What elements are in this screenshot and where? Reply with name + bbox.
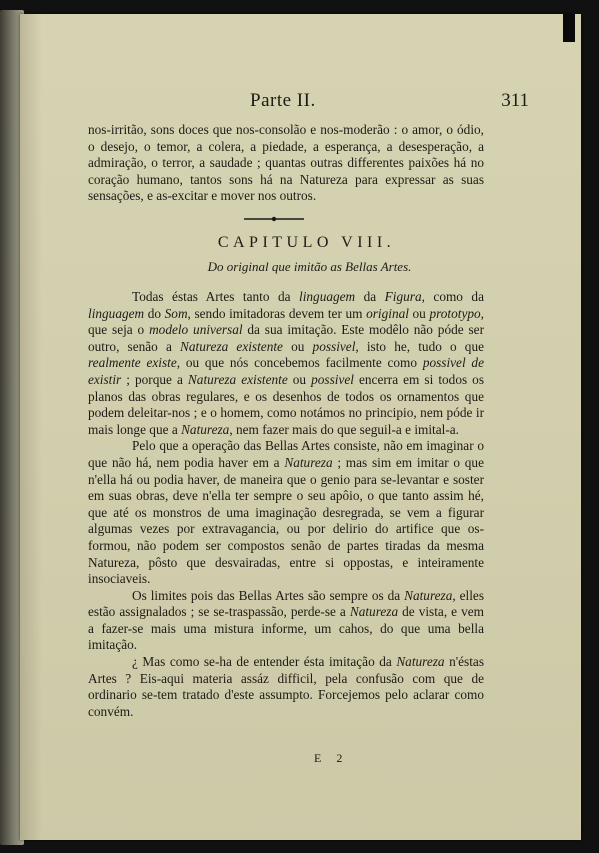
italic-term: original: [366, 305, 409, 321]
paragraph-text: ; mas sim em imitar o que n'ella há ou podia haver, de maneira que o genio para se-levantar e soster em suas obras, deve n'ella ter sempre o seu apôio, o que tanto assim hé, que até os monstros de uma imaginação desregrada, se vem a figurar algumas vezes por extravagancia, ou por delirio do artifice que os-formou, não podem ser compostos senão de partes tiradas da mesma Natureza, pôsto que desvairadas, entre si oppostas, e inteiramente insociaveis.: [88, 454, 484, 587]
paragraph-text: , sendo imitadoras devem ter um: [187, 305, 367, 321]
italic-term: linguagem: [88, 305, 145, 321]
italic-term: Natureza existente: [180, 338, 283, 354]
paragraph-text: ou: [287, 371, 312, 387]
italic-term: possivel de existir: [88, 355, 484, 387]
italic-term: Figura: [384, 289, 422, 304]
paragraph-text: Todas éstas Artes tanto da: [132, 289, 300, 304]
italic-term: Natureza: [284, 454, 333, 470]
running-head: Parte II.: [250, 90, 316, 111]
paragraph-text: encerra em si todos os planos das obras regulares, e os desenhos de todos os ornamentos que podem deleitar-nos ; e o homem, como notámos no principio, nem póde ir mais longe que a: [88, 371, 485, 437]
paragraph-text: da: [355, 289, 385, 304]
top-paragraph-text: nos-irritão, sons doces que nos-consolão e nos-moderão : o amor, o ódio, o desejo, o temor, a colera, a piedade, a esperança, a desesperação, a admiração, o terror, a saudade ; quantas outras differentes paixões há no coração humano, tantos sons há na Natureza para expressar as suas sensações, e as-excitar e mover nos outros.: [88, 122, 484, 204]
italic-term: Natureza: [349, 604, 399, 620]
chapter-ornament-rule: [244, 216, 304, 222]
paragraph-text: Os limites pois das Bellas Artes são sempre os da: [132, 587, 405, 603]
paragraph-text: n'éstas Artes ? Eis-aqui materia assáz difficil, pela confusão com que de ordinario se-tem tratado d'este assumpto. Forcejemos pelo aclarar como convém.: [88, 654, 484, 719]
paragraph-text: , ou que nós concebemos facilmente como: [176, 355, 423, 371]
body-paragraph: [88, 289, 484, 438]
paragraph-text: do: [144, 305, 165, 321]
body-paragraph: [88, 654, 484, 720]
paragraph-text: ou: [282, 338, 313, 354]
chapter-body: [88, 289, 484, 720]
italic-term: possivel: [312, 338, 356, 354]
continued-paragraph: [88, 122, 484, 205]
paragraph-text: Pelo que a operação das Bellas Artes consiste, não em imaginar o que não há, nem podia haver em a: [88, 438, 484, 470]
italic-term: prototypo: [429, 305, 481, 321]
italic-term: Natureza existente: [187, 371, 288, 387]
paragraph-text: , elles estão assignalados ; se se-traspassão, perde-se a: [88, 587, 485, 620]
italic-term: Natureza: [181, 421, 230, 437]
paragraph-text: , isto he, tudo o que: [355, 338, 485, 354]
scan-corner-strip: [563, 14, 575, 42]
italic-term: realmente existe: [88, 355, 177, 371]
italic-term: Som: [164, 305, 188, 321]
paragraph-text: ou: [408, 305, 430, 321]
italic-term: Natureza: [396, 654, 445, 670]
book-page: [20, 14, 581, 840]
paragraph-text: , que seja o: [88, 305, 484, 338]
italic-term: Natureza: [404, 587, 453, 603]
chapter-subtitle: Do original que imitão as Bellas Artes.: [207, 259, 412, 274]
paragraph-text: de vista, e vem a fazer-se mais uma mistura informe, um cahos, do que uma bella imitação.: [88, 604, 484, 653]
paragraph-text: , nem fazer mais do que seguil-a e imital-a.: [229, 421, 459, 437]
italic-term: modelo universal: [149, 322, 243, 338]
italic-term: linguagem: [299, 289, 356, 304]
signature-mark: E 2: [314, 751, 349, 765]
italic-term: possivel: [311, 371, 354, 387]
paragraph-text: ; porque a: [121, 371, 188, 387]
paragraph-text: da sua imitação. Este modêlo não póde ser outro, senão a: [88, 322, 484, 354]
page-header: [250, 90, 550, 114]
paragraph-text: , como da: [421, 289, 484, 304]
body-paragraph: [88, 588, 484, 654]
body-paragraph: [88, 438, 484, 587]
page-number: 311: [501, 90, 529, 111]
paragraph-text: ¿ Mas como se-ha de entender ésta imitação da: [132, 654, 397, 670]
chapter-title: CAPITULO VIII.: [217, 234, 396, 251]
